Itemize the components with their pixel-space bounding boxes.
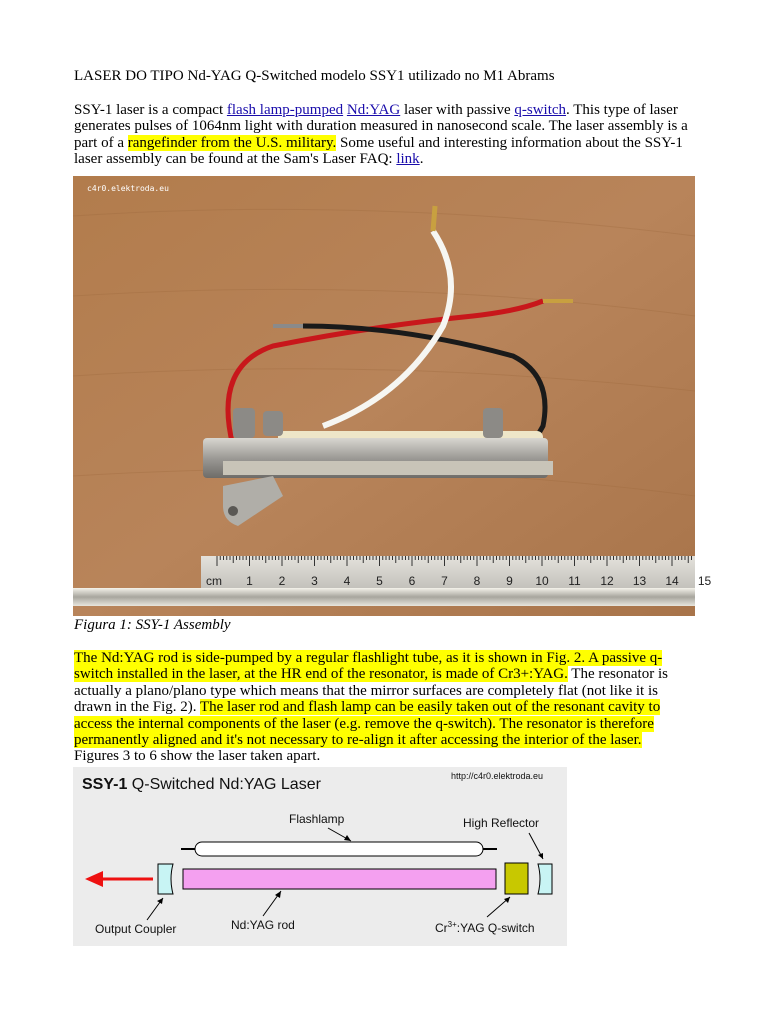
ruler-number: 14	[665, 574, 679, 588]
diagram-title	[82, 776, 322, 793]
ruler-number: 13	[632, 574, 647, 588]
nd-yag-rod	[183, 869, 496, 889]
q-switch-label-sup: 3+	[447, 920, 457, 929]
nd-yag-link[interactable]: Nd:YAG	[346, 102, 401, 118]
ruler-number: 8	[473, 574, 481, 588]
flashlamp-label: Flashlamp	[289, 812, 345, 826]
ruler-number: 9	[506, 574, 513, 588]
output-coupler-mirror	[158, 864, 173, 894]
ruler-number: 12	[600, 574, 614, 588]
flashlamp-tube	[195, 842, 483, 856]
output-coupler-label: Output Coupler	[95, 922, 177, 936]
laser-assembly-photo	[73, 176, 712, 616]
q-switch-label-pre: Cr	[435, 921, 448, 935]
rod-highlight: The Nd:YAG rod is side-pumped by a regular flashlight tube, as it is shown in Fig. 2. A passive q-switch installed in the laser, at the HR end of the resonator, is made of Cr3+:YAG.	[74, 650, 663, 683]
ruler-number: 6	[408, 574, 416, 588]
high-reflector-label: High Reflector	[463, 816, 540, 830]
diagram-url: http://c4r0.elektroda.eu	[451, 771, 544, 781]
intro-text-6: .	[419, 151, 424, 168]
ruler-number: 7	[441, 574, 448, 588]
intro-paragraph	[74, 102, 690, 168]
body-paragraph	[74, 650, 690, 765]
intro-text-5: Some useful and interesting information about the SSY-1 laser assembly can be found at the Sam's Laser FAQ:	[74, 134, 683, 168]
sams-laser-faq-link[interactable]: link	[396, 151, 420, 168]
photo-watermark: c4r0.elektroda.eu	[87, 184, 169, 193]
nd-yag-rod-label: Nd:YAG rod	[231, 918, 295, 932]
ruler-numbers	[246, 574, 711, 588]
ruler-number: 2	[278, 574, 286, 588]
q-switch-crystal	[505, 863, 528, 894]
ruler-number: 5	[376, 574, 383, 588]
laser-schematic-diagram	[73, 767, 567, 946]
q-switch-link[interactable]: q-switch	[514, 102, 567, 118]
diagram-title-bold: SSY-1	[82, 776, 128, 793]
body-text-2: Figures 3 to 6 show the laser taken apart.	[74, 748, 321, 765]
body-text-1: The resonator is actually a plano/plano type which means that the mirror surfaces are completely flat (not like it is drawn in the Fig. 2).	[74, 666, 668, 716]
ruler-number: 11	[568, 574, 581, 588]
intro-text-3: laser with passive	[400, 102, 515, 118]
high-reflector-mirror	[538, 864, 552, 894]
rangefinder-highlight: rangefinder from the U.S. military.	[127, 134, 337, 151]
diagram-title-rest: Q-Switched Nd:YAG Laser	[127, 776, 321, 793]
intro-text-4: . This type of laser generates pulses of 1064nm light with duration measured in nanosecond scale. The laser assembly is a part of a	[74, 102, 688, 151]
page-title: LASER DO TIPO Nd-YAG Q-Switched modelo SSY1 utilizado no M1 Abrams	[74, 68, 555, 84]
ruler-number: 10	[535, 574, 549, 588]
q-switch-label-post: :YAG Q-switch	[456, 921, 535, 935]
ruler-number: 15	[697, 574, 712, 588]
flash-lamp-pumped-link[interactable]: flash lamp-pumped	[226, 102, 344, 118]
ruler-number: 3	[311, 574, 318, 588]
ruler-unit-label: cm	[206, 574, 222, 588]
ruler-number: 4	[343, 574, 351, 588]
ruler-number: 1	[246, 574, 253, 588]
resonator-highlight: The laser rod and flash lamp can be easily taken out of the resonant cavity to access the internal components of the laser (e.g. remove the q-switch). The resonator is therefore permanently aligned and it's not necessary to re-align it after accessing the interior of the laser.	[74, 699, 661, 749]
figure-1-caption: Figura 1: SSY-1 Assembly	[74, 617, 231, 633]
intro-text-1: SSY-1 laser is a compact	[74, 102, 227, 118]
